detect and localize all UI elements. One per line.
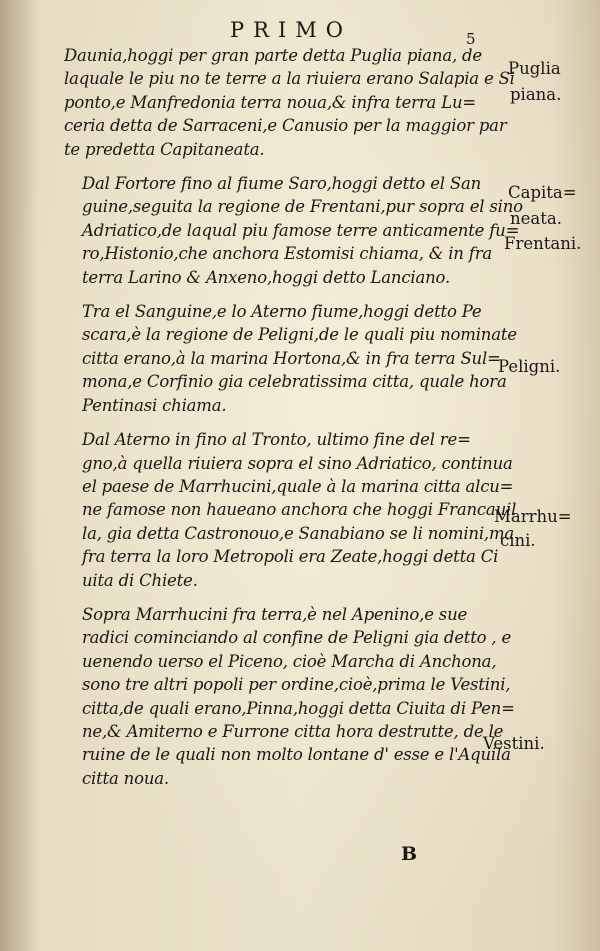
text-line: citta erano,à la marina Hortona,& in fra terra Sul= — [82, 348, 501, 368]
text-line: Tra el Sanguine,e lo Aterno fiume,hoggi detto Pe — [82, 302, 482, 322]
paragraph-marrhucini — [64, 428, 517, 592]
text-line: ponto,e Manfredonia terra noua,& infra terra Lu= — [64, 92, 477, 112]
text-line: te predetta Capitaneata. — [64, 139, 265, 159]
text-line: terra Larino & Anxeno,hoggi detto Lanciano. — [82, 267, 451, 287]
text-line: Adriatico,de laqual piu famose terre anticamente fu= — [82, 220, 520, 240]
text-line: ceria detta de Sarraceni,e Canusio per la maggior par — [64, 116, 507, 136]
text-line: citta,de quali erano,Pinna,hoggi detta Ciuita di Pen= — [82, 698, 515, 718]
text-line: mona,e Corfinio gia celebratissima citta, quale hora — [82, 372, 507, 392]
body-text — [64, 44, 523, 801]
text-line: uenendo uerso el Piceno, cioè Marcha di Anchona, — [82, 651, 497, 671]
text-line: Dal Fortore fino al fiume Saro,hoggi detto el San — [82, 174, 482, 194]
text-line: scara,è la regione de Peligni,de le quali piu nominate — [82, 325, 517, 345]
text-line: guine,seguita la regione de Frentani,pur sopra el sino — [82, 197, 523, 217]
margin-note-frentani: Frentani. — [504, 234, 582, 253]
text-line: sono tre altri popoli per ordine,cioè,prima le Vestini, — [82, 675, 511, 695]
text-line: la, gia detta Castronouo,e Sanabiano se li nomini,ma — [82, 523, 515, 543]
text-line: uita di Chiete. — [82, 570, 198, 590]
text-line: ro,Histonio,che anchora Estomisi chiama, & in fra — [82, 244, 493, 264]
text-line: ne famose non haueano anchora che hoggi Francauil — [82, 500, 517, 520]
paragraph-vestini — [64, 603, 515, 790]
margin-note-cini: cini. — [500, 531, 536, 550]
text-line: radici cominciando al confine de Peligni gia detto , e — [82, 628, 512, 648]
text-line: Daunia,hoggi per gran parte detta Puglia piana, de — [64, 46, 482, 65]
text-line: ruine de le quali non molto lontane d' esse e l'Aquila — [82, 745, 511, 765]
text-line: citta noua. — [82, 768, 169, 788]
margin-note-piana: piana. — [510, 85, 562, 104]
paragraph-peligni — [64, 300, 517, 417]
gutter-shadow — [0, 0, 40, 951]
paragraph-frentani — [64, 172, 523, 289]
margin-note-peligni: Peligni. — [498, 357, 561, 376]
text-line: laquale le piu no te terre a la riuiera erano Salapia e Si — [64, 69, 515, 89]
paragraph-daunia — [64, 44, 515, 161]
text-line: gno,à quella riuiera sopra el sino Adriatico, continua — [82, 453, 513, 473]
page-number: 5 — [466, 30, 476, 48]
text-line: Dal Aterno in fino al Tronto, ultimo fine del re= — [82, 430, 471, 450]
text-line: el paese de Marrhucini,quale à la marina citta alcu= — [82, 476, 514, 496]
margin-note-neata: neata. — [510, 209, 562, 228]
text-line: Sopra Marrhucini fra terra,è nel Apenino,e sue — [82, 604, 468, 624]
margin-note-capita: Capita= — [508, 183, 577, 202]
text-line: Pentinasi chiama. — [82, 395, 227, 415]
margin-note-marrhu: Marrhu= — [494, 507, 572, 526]
margin-note-puglia: Puglia — [508, 59, 561, 78]
text-line: ne,& Amiterno e Furrone citta hora destrutte, de le — [82, 721, 504, 741]
text-line: fra terra la loro Metropoli era Zeate,hoggi detta Ci — [82, 547, 499, 567]
running-head — [0, 18, 600, 42]
signature-mark: B — [401, 843, 418, 865]
margin-note-vestini: Vestini. — [483, 734, 545, 753]
running-title: PRIMO — [230, 18, 352, 42]
